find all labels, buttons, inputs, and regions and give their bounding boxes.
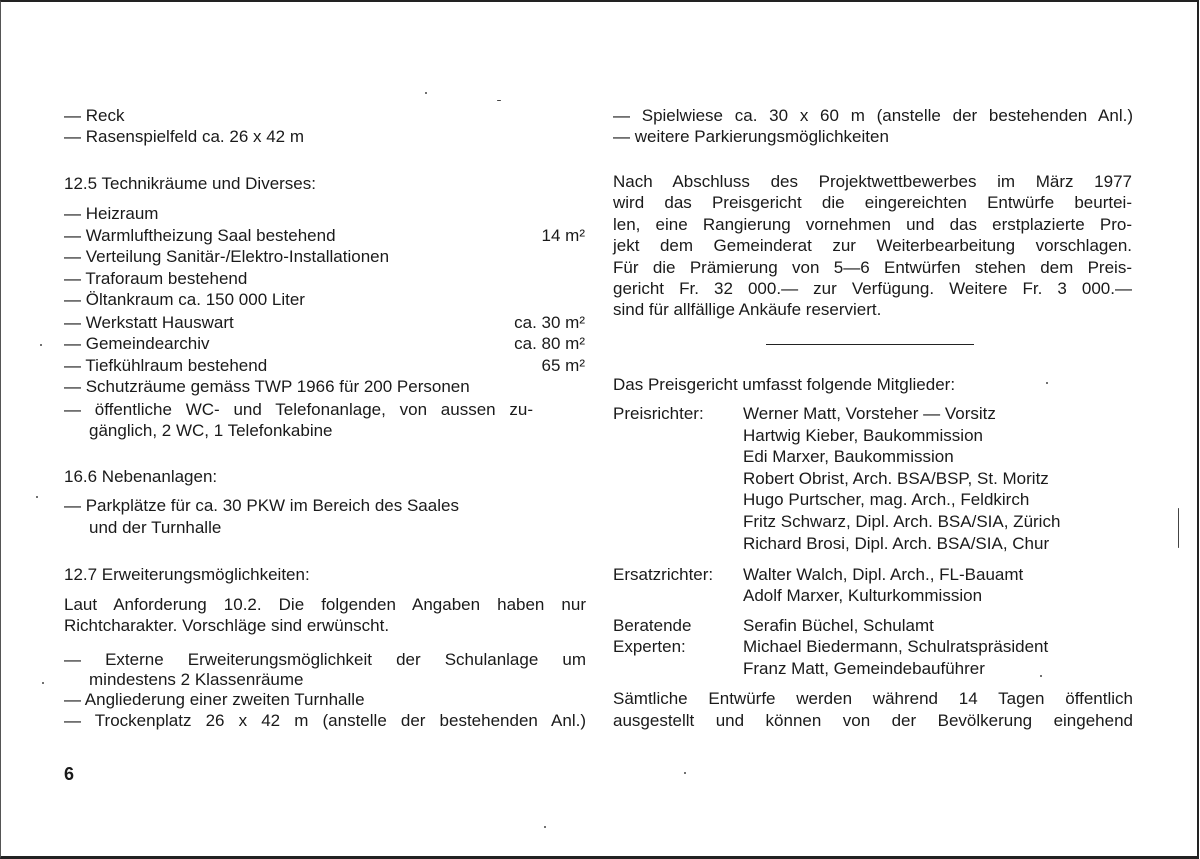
- paragraph-laut-line-1: Laut Anforderung 10.2. Die folgenden Angaben haben nur: [64, 595, 586, 614]
- scan-speck: [425, 92, 427, 94]
- list-item-reck: — Reck: [64, 106, 125, 125]
- list-item-parkierung: — weitere Parkierungsmöglichkeiten: [613, 127, 889, 146]
- section-heading-16-6: 16.6 Nebenanlagen:: [64, 467, 218, 486]
- list-item-warmluftheizung: — Warmluftheizung Saal bestehend: [64, 226, 336, 245]
- section-divider: [766, 344, 974, 345]
- beratende-label-line-2: Experten:: [613, 637, 686, 656]
- list-item-heizraum: — Heizraum: [64, 204, 159, 223]
- scan-speck: [1178, 508, 1179, 548]
- paragraph-line: sind für allfällige Ankäufe reserviert.: [613, 300, 882, 319]
- jury-member: Serafin Büchel, Schulamt: [743, 616, 934, 635]
- preisrichter-label: Preisrichter:: [613, 404, 704, 423]
- jury-member: Hugo Purtscher, mag. Arch., Feldkirch: [743, 490, 1030, 509]
- jury-member: Robert Obrist, Arch. BSA/BSP, St. Moritz: [743, 469, 1049, 488]
- list-item-oeltankraum: — Öltankraum ca. 150 000 Liter: [64, 290, 305, 309]
- size-warmluftheizung: 14 m²: [541, 226, 585, 245]
- jury-member: Adolf Marxer, Kulturkommission: [743, 586, 983, 605]
- list-item-extern-line-2: mindestens 2 Klassenräume: [89, 670, 304, 689]
- paragraph-line: Nach Abschluss des Projektwettbewerbes im März 1977: [613, 172, 1132, 191]
- jury-member: Hartwig Kieber, Baukommission: [743, 426, 983, 445]
- jury-member: Edi Marxer, Baukommission: [743, 447, 954, 466]
- section-heading-12-7: 12.7 Erweiterungsmöglichkeiten:: [64, 565, 310, 584]
- paragraph-line: Sämtliche Entwürfe werden während 14 Tagen öffentlich: [613, 689, 1133, 708]
- paragraph-laut-line-2: Richtcharakter. Vorschläge sind erwünscht.: [64, 616, 390, 635]
- jury-member: Franz Matt, Gemeindebauführer: [743, 659, 985, 678]
- ersatzrichter-label: Ersatzrichter:: [613, 565, 714, 584]
- size-tiefkuehlraum: 65 m²: [541, 356, 585, 375]
- scan-speck: [42, 682, 44, 684]
- page-number: 6: [64, 764, 75, 784]
- jury-member: Walter Walch, Dipl. Arch., FL-Bauamt: [743, 565, 1024, 584]
- list-item-trockenplatz: — Trockenplatz 26 x 42 m (anstelle der bestehenden Anl.): [64, 711, 586, 730]
- beratende-label-line-1: Beratende: [613, 616, 692, 635]
- paragraph-line: len, eine Rangierung vornehmen und das erstplazierte Pro-: [613, 215, 1132, 234]
- jury-member: Richard Brosi, Dipl. Arch. BSA/SIA, Chur: [743, 534, 1050, 553]
- scan-speck: [544, 826, 546, 828]
- list-item-parkplaetze-line-1: — Parkplätze für ca. 30 PKW im Bereich des Saales: [64, 496, 459, 515]
- paragraph-line: jekt dem Gemeinderat zur Weiterbearbeitung vorschlagen.: [613, 236, 1132, 255]
- jury-member: Werner Matt, Vorsteher — Vorsitz: [743, 404, 996, 423]
- list-item-tiefkuehlraum: — Tiefkühlraum bestehend: [64, 356, 268, 375]
- jury-intro: Das Preisgericht umfasst folgende Mitglieder:: [613, 375, 956, 394]
- scan-speck: [1040, 675, 1042, 677]
- list-item-wc-line-1: — öffentliche WC- und Telefonanlage, von aussen zu-: [64, 400, 533, 419]
- list-item-wc-line-2: gänglich, 2 WC, 1 Telefonkabine: [89, 421, 333, 440]
- list-item-gemeindearchiv: — Gemeindearchiv: [64, 334, 210, 353]
- paragraph-line: Für die Prämierung von 5—6 Entwürfen stehen dem Preis-: [613, 258, 1132, 277]
- list-item-traforaum: — Traforaum bestehend: [64, 269, 248, 288]
- list-item-verteilung: — Verteilung Sanitär-/Elektro-Installationen: [64, 247, 390, 266]
- size-werkstatt: ca. 30 m²: [514, 313, 585, 332]
- scan-speck: [40, 344, 42, 346]
- list-item-werkstatt: — Werkstatt Hauswart: [64, 313, 234, 332]
- scan-speck: [1046, 382, 1048, 384]
- scan-speck: [684, 772, 686, 774]
- jury-member: Fritz Schwarz, Dipl. Arch. BSA/SIA, Zürich: [743, 512, 1061, 531]
- section-heading-12-5: 12.5 Technikräume und Diverses:: [64, 174, 316, 193]
- paragraph-line: gericht Fr. 32 000.— zur Verfügung. Weitere Fr. 3 000.—: [613, 279, 1132, 298]
- jury-member: Michael Biedermann, Schulratspräsident: [743, 637, 1049, 656]
- list-item-schutzraeume: — Schutzräume gemäss TWP 1966 für 200 Personen: [64, 377, 470, 396]
- list-item-parkplaetze-line-2: und der Turnhalle: [89, 518, 222, 537]
- paragraph-line: wird das Preisgericht die eingereichten Entwürfe beurtei-: [613, 193, 1132, 212]
- paragraph-line: ausgestellt und können von der Bevölkerung eingehend: [613, 711, 1133, 730]
- list-item-spielwiese: — Spielwiese ca. 30 x 60 m (anstelle der bestehenden Anl.): [613, 106, 1133, 125]
- size-gemeindearchiv: ca. 80 m²: [514, 334, 585, 353]
- scan-speck: [497, 100, 501, 101]
- list-item-rasenspielfeld: — Rasenspielfeld ca. 26 x 42 m: [64, 127, 305, 146]
- list-item-angliederung: — Angliederung einer zweiten Turnhalle: [64, 690, 365, 709]
- list-item-extern-line-1: — Externe Erweiterungsmöglichkeit der Schulanlage um: [64, 650, 586, 669]
- scan-speck: [36, 496, 38, 498]
